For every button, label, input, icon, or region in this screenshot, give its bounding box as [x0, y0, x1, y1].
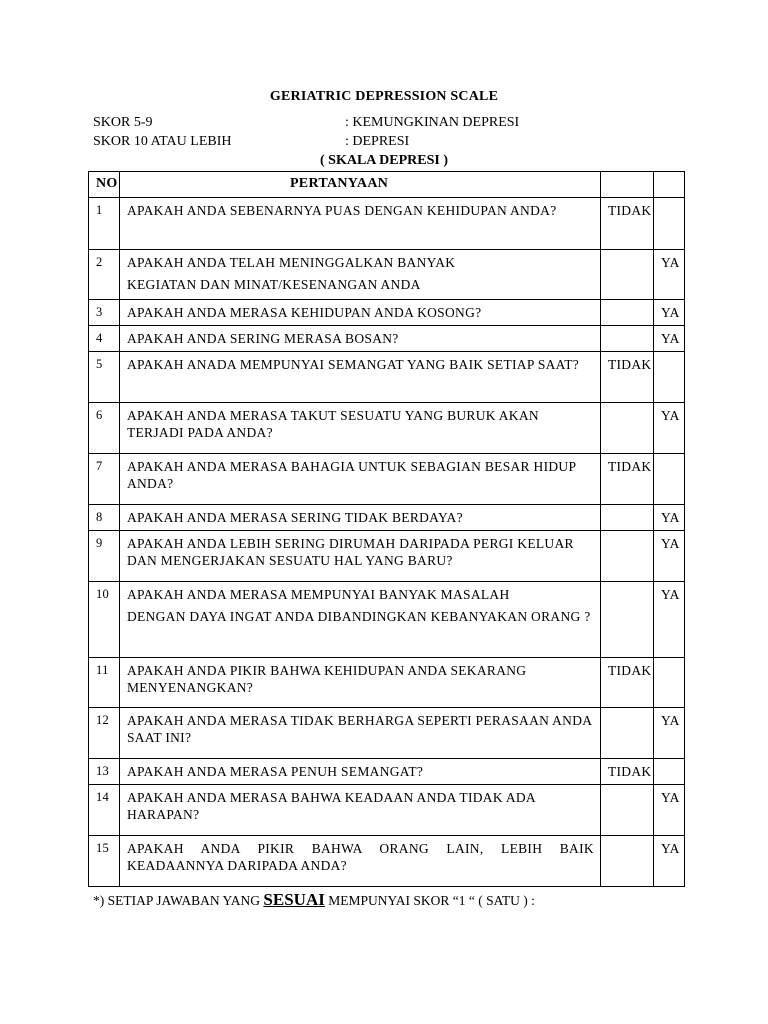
- answer-tidak: [600, 836, 653, 887]
- question-text: [119, 352, 600, 403]
- footnote-suffix: MEMPUNYAI SKOR “1 “ ( SATU ) :: [324, 893, 535, 908]
- table-row: [89, 326, 685, 352]
- score-meaning: : DEPRESI: [345, 134, 410, 149]
- answer-tidak: [600, 785, 653, 836]
- answer-ya: YA: [654, 505, 685, 531]
- question-number: 10: [89, 582, 120, 658]
- answer-tidak: [600, 708, 653, 759]
- score-meaning: : KEMUNGKINAN DEPRESI: [345, 115, 520, 130]
- answer-ya: [654, 759, 685, 785]
- footnote-emphasis: SESUAI: [263, 890, 325, 909]
- answer-ya: [654, 658, 685, 708]
- question-text: [119, 582, 600, 658]
- question-line: APAKAH ANDA TELAH MENINGGALKAN BANYAK: [126, 255, 456, 270]
- question-number: 13: [89, 759, 120, 785]
- answer-tidak: [600, 250, 653, 300]
- answer-ya: YA: [654, 300, 685, 326]
- question-text: [119, 658, 600, 708]
- question-text: [119, 326, 600, 352]
- page-title: GERIATRIC DEPRESSION SCALE: [269, 89, 499, 104]
- question-text: [119, 708, 600, 759]
- scale-subtitle: ( SKALA DEPRESI ): [320, 153, 448, 168]
- answer-ya: YA: [654, 785, 685, 836]
- question-text: [119, 505, 600, 531]
- answer-tidak: TIDAK: [600, 454, 653, 505]
- question-number: 9: [89, 531, 120, 582]
- question-line: APAKAH ANDA MERASA SERING TIDAK BERDAYA?: [126, 510, 463, 525]
- question-number: 14: [89, 785, 120, 836]
- question-line: DENGAN DAYA INGAT ANDA DIBANDINGKAN KEBANYAKAN ORANG ?: [126, 609, 591, 624]
- answer-ya: YA: [654, 531, 685, 582]
- question-text: [119, 403, 600, 454]
- question-number: 2: [89, 250, 120, 300]
- footnote-prefix: *) SETIAP JAWABAN YANG: [93, 893, 264, 908]
- question-number: 1: [89, 198, 120, 250]
- answer-tidak: [600, 582, 653, 658]
- question-text: [119, 300, 600, 326]
- question-text: [119, 759, 600, 785]
- question-number: 8: [89, 505, 120, 531]
- question-text: [119, 785, 600, 836]
- answer-tidak: [600, 326, 653, 352]
- table-row: [89, 352, 685, 403]
- question-line: APAKAH ANDA MERASA KEHIDUPAN ANDA KOSONG?: [126, 305, 482, 320]
- question-text: [119, 198, 600, 250]
- table-row: [89, 300, 685, 326]
- question-line: APAKAH ANDA SERING MERASA BOSAN?: [126, 331, 399, 346]
- header-answer-tidak: [600, 172, 653, 198]
- question-text: [119, 454, 600, 505]
- question-line: APAKAH ANDA MERASA BAHWA KEADAAN ANDA TIDAK ADA HARAPAN?: [126, 790, 536, 822]
- question-number: 15: [89, 836, 120, 887]
- question-line: APAKAH ANDA PIKIR BAHWA ORANG LAIN, LEBIH BAIK KEADAANNYA DARIPADA ANDA?: [126, 841, 594, 873]
- answer-ya: YA: [654, 836, 685, 887]
- table-row: [89, 785, 685, 836]
- header-no: NO: [89, 172, 120, 198]
- answer-ya: YA: [654, 708, 685, 759]
- answer-ya: YA: [654, 326, 685, 352]
- answer-tidak: [600, 300, 653, 326]
- table-row: [89, 403, 685, 454]
- question-number: 5: [89, 352, 120, 403]
- table-row: [89, 250, 685, 300]
- question-number: 11: [89, 658, 120, 708]
- table-row: [89, 531, 685, 582]
- answer-ya: YA: [654, 403, 685, 454]
- question-line: APAKAH ANDA MERASA MEMPUNYAI BANYAK MASALAH: [126, 587, 510, 602]
- table-row: [89, 582, 685, 658]
- question-line: APAKAH ANDA MERASA TAKUT SESUATU YANG BURUK AKAN TERJADI PADA ANDA?: [126, 408, 539, 440]
- question-line: APAKAH ANDA MERASA TIDAK BERHARGA SEPERTI PERASAAN ANDA SAAT INI?: [126, 713, 592, 745]
- question-number: 7: [89, 454, 120, 505]
- table-row: [89, 658, 685, 708]
- question-number: 12: [89, 708, 120, 759]
- answer-tidak: TIDAK: [600, 352, 653, 403]
- header-answer-ya: [654, 172, 685, 198]
- table-row: [89, 759, 685, 785]
- question-number: 6: [89, 403, 120, 454]
- answer-ya: [654, 352, 685, 403]
- answer-ya: YA: [654, 582, 685, 658]
- question-text: [119, 250, 600, 300]
- question-line: APAKAH ANADA MEMPUNYAI SEMANGAT YANG BAIK SETIAP SAAT?: [126, 357, 580, 372]
- answer-tidak: [600, 531, 653, 582]
- answer-ya: [654, 198, 685, 250]
- answer-tidak: [600, 403, 653, 454]
- footnote: [93, 890, 535, 910]
- answer-tidak: TIDAK: [600, 759, 653, 785]
- table-row: [89, 836, 685, 887]
- question-line: KEGIATAN DAN MINAT/KESENANGAN ANDA: [126, 277, 421, 292]
- question-text: [119, 531, 600, 582]
- question-number: 4: [89, 326, 120, 352]
- answer-ya: [654, 454, 685, 505]
- table-row: [89, 454, 685, 505]
- question-line: APAKAH ANDA MERASA PENUH SEMANGAT?: [126, 764, 424, 779]
- question-line: APAKAH ANDA LEBIH SERING DIRUMAH DARIPADA PERGI KELUAR DAN MENGERJAKAN SESUATU HAL YANG BARU?: [126, 536, 574, 568]
- table-row: [89, 708, 685, 759]
- table-row: [89, 505, 685, 531]
- answer-tidak: TIDAK: [600, 198, 653, 250]
- question-line: APAKAH ANDA PIKIR BAHWA KEHIDUPAN ANDA SEKARANG MENYENANGKAN?: [126, 663, 527, 695]
- score-label: SKOR 10 ATAU LEBIH: [93, 134, 232, 149]
- table-header-row: [89, 172, 685, 198]
- question-line: APAKAH ANDA SEBENARNYA PUAS DENGAN KEHIDUPAN ANDA?: [126, 203, 557, 218]
- answer-tidak: [600, 505, 653, 531]
- question-text: [119, 836, 600, 887]
- table-row: [89, 198, 685, 250]
- answer-ya: YA: [654, 250, 685, 300]
- question-line: APAKAH ANDA MERASA BAHAGIA UNTUK SEBAGIAN BESAR HIDUP ANDA?: [126, 459, 576, 491]
- gds-question-table: [88, 171, 685, 887]
- header-question: PERTANYAAN: [119, 172, 600, 198]
- question-number: 3: [89, 300, 120, 326]
- answer-tidak: TIDAK: [600, 658, 653, 708]
- score-label: SKOR 5-9: [93, 115, 153, 130]
